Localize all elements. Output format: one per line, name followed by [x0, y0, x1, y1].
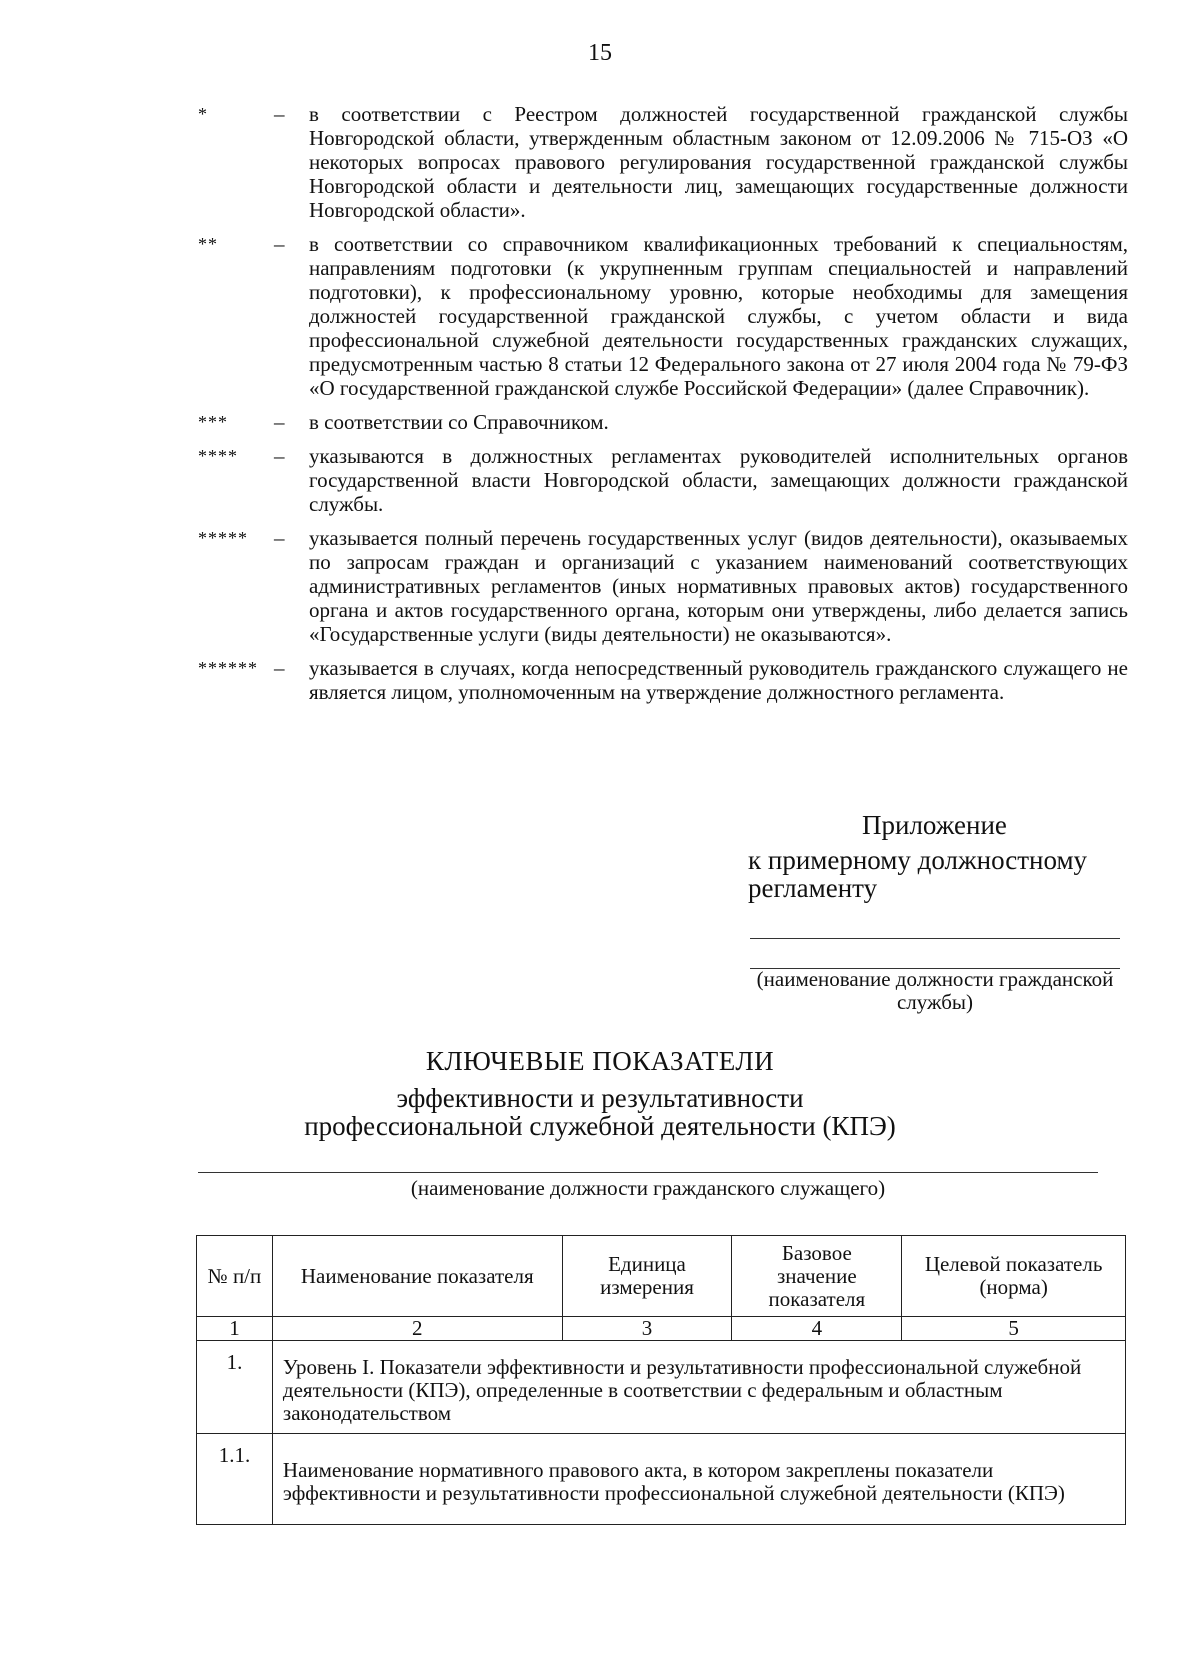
page-number: 15	[588, 40, 612, 66]
footnote-text: указывается в случаях, когда непосредственный руководитель гражданского служащего не является лицом, уполномоченным на утверждение должностного регламента.	[309, 656, 1128, 704]
footnote-mark: ***	[198, 412, 228, 432]
footnote	[198, 410, 1128, 434]
footnote-dash: –	[274, 444, 285, 468]
table-row	[197, 1341, 1126, 1434]
kpi-subtitle: эффективности и результативности профессиональной служебной деятельности (КПЭ)	[304, 1083, 896, 1141]
footnote-dash: –	[274, 410, 285, 434]
header-num: № п/п	[197, 1236, 273, 1317]
footnote-mark: *****	[198, 528, 248, 548]
kpi-title: КЛЮЧЕВЫЕ ПОКАЗАТЕЛИ	[425, 1046, 775, 1076]
header-base: Базовое значение показателя	[732, 1236, 902, 1317]
appendix-subtitle: к примерному должностному регламенту	[748, 845, 1088, 903]
column-numbers-row	[197, 1317, 1126, 1341]
footnote	[198, 232, 1128, 400]
kpi-table	[196, 1235, 1126, 1525]
footnote-mark: **	[198, 234, 218, 254]
footnote	[198, 444, 1128, 516]
footnote	[198, 102, 1128, 222]
footnotes	[198, 102, 1128, 714]
row-text: Уровень I. Показатели эффективности и результативности профессиональной служебной деятельности (КПЭ), определенные в соответствии с федеральным и областным законодательством	[272, 1341, 1125, 1434]
footnote-mark: *	[198, 104, 208, 124]
row-text: Наименование нормативного правового акта, в котором закреплены показатели эффективности и результативности профессиональной служебной деятельности (КПЭ)	[272, 1434, 1125, 1525]
footnote-text: в соответствии с Реестром должностей государственной гражданской службы Новгородской области, утвержденным областным законом от 12.09.2006 № 715-ОЗ «О некоторых вопросах правового регулирования государственной гражданской службы Новгородской области и деятельности лиц, замещающих государственные должности Новгородской области».	[309, 102, 1128, 222]
footnote-dash: –	[274, 526, 285, 550]
footnote-text: в соответствии со Справочником.	[309, 410, 609, 434]
holder-caption: (наименование должности гражданского служащего)	[410, 1176, 886, 1200]
header-unit: Единица измерения	[562, 1236, 732, 1317]
header-name: Наименование показателя	[272, 1236, 562, 1317]
holder-line	[198, 1172, 1098, 1173]
header-target: Целевой показатель (норма)	[902, 1236, 1126, 1317]
footnote-mark: ******	[198, 658, 258, 678]
row-number: 1.1.	[197, 1434, 273, 1525]
footnote	[198, 526, 1128, 646]
table-row	[197, 1434, 1126, 1525]
column-number: 5	[902, 1317, 1126, 1341]
position-caption: (наименование должности гражданской службы)	[756, 967, 1114, 1014]
column-number: 2	[272, 1317, 562, 1341]
footnote-mark: ****	[198, 446, 238, 466]
footnote-text: в соответствии со справочником квалификационных требований к специальностям, направлениям подготовки (к укрупненным группам специальностей и направлений подготовки), к профессиональному уровню, которые необходимы для замещения должностей государственной гражданской службы, с учетом области и вида профессиональной служебной деятельности государственных гражданских служащих, предусмотренным частью 8 статьи 12 Федерального закона от 27 июля 2004 года № 79-ФЗ «О государственной гражданской службе Российской Федерации» (далее Справочник).	[309, 232, 1128, 400]
footnote-dash: –	[274, 656, 285, 680]
footnote-dash: –	[274, 232, 285, 256]
signature-line	[750, 938, 1120, 939]
footnote	[198, 656, 1128, 704]
column-number: 4	[732, 1317, 902, 1341]
row-number: 1.	[197, 1341, 273, 1434]
footnote-dash: –	[274, 102, 285, 126]
table-header-row	[197, 1236, 1126, 1317]
column-number: 1	[197, 1317, 273, 1341]
column-number: 3	[562, 1317, 732, 1341]
footnote-text: указывается полный перечень государственных услуг (видов деятельности), оказываемых по запросам граждан и организаций с указанием наименований соответствующих административных регламентов (иных нормативных правовых актов) государственного органа и актов государственного органа, которым они утверждены, либо делается запись «Государственные услуги (виды деятельности) не оказываются».	[309, 526, 1128, 646]
appendix-title: Приложение	[862, 810, 1007, 840]
footnote-text: указываются в должностных регламентах руководителей исполнительных органов государственной власти Новгородской области, замещающих должности гражданской службы.	[309, 444, 1128, 516]
